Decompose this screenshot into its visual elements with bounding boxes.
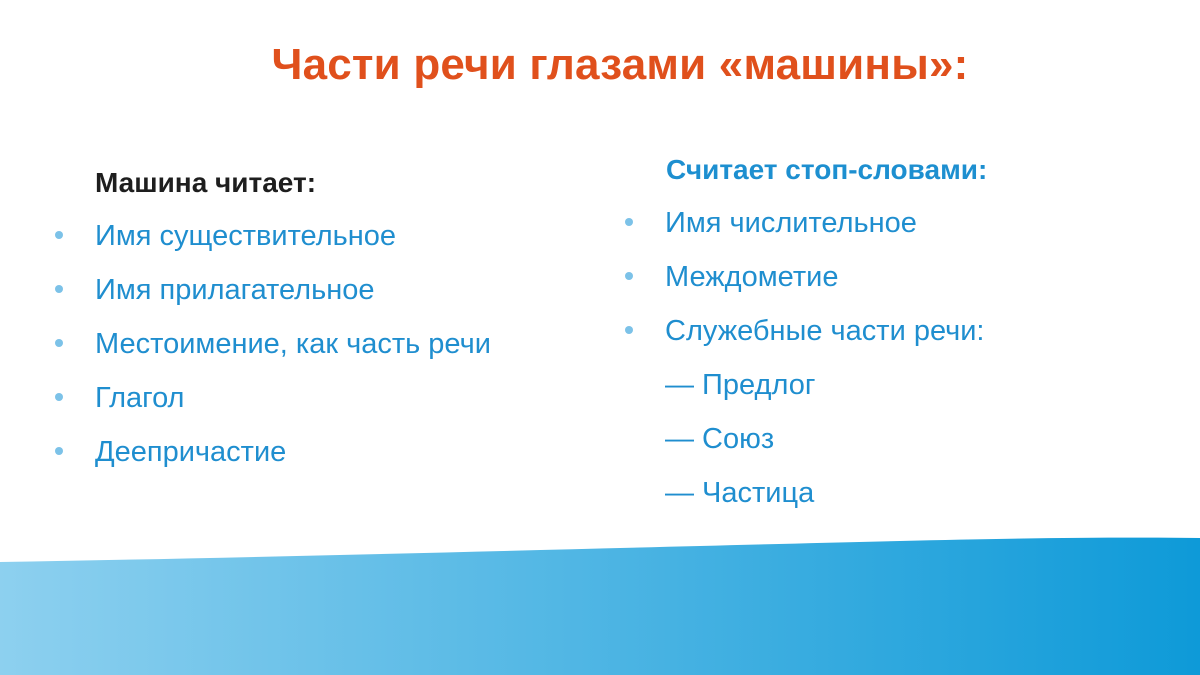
bullet-icon: [625, 326, 633, 334]
bullet-icon: [55, 393, 63, 401]
list-item-text: Имя прилагательное: [95, 274, 375, 306]
bullet-icon: [55, 285, 63, 293]
left-column-heading: Машина читает:: [95, 167, 317, 198]
right-column-heading: Считает стоп-словами:: [666, 154, 988, 185]
wave-shape: [0, 538, 1200, 675]
bullet-icon: [55, 231, 63, 239]
list-item-text: Служебные части речи:: [665, 315, 985, 347]
bullet-icon: [55, 339, 63, 347]
sub-list-item-text: — Частица: [665, 477, 815, 509]
list-item-text: Деепричастие: [95, 436, 287, 468]
list-item-text: Глагол: [95, 382, 185, 414]
decorative-wave: [0, 535, 1200, 675]
sub-list-item-text: — Предлог: [665, 369, 816, 401]
list-item-text: Междометие: [665, 261, 839, 293]
list-item-text: Местоимение, как часть речи: [95, 328, 491, 360]
bullet-icon: [55, 447, 63, 455]
list-item-text: Имя числительное: [665, 207, 917, 239]
sub-list-item-text: — Союз: [665, 423, 775, 455]
bullet-icon: [625, 272, 633, 280]
list-item-text: Имя существительное: [95, 220, 397, 252]
slide-title: Части речи глазами «машины»:: [271, 40, 969, 89]
bullet-icon: [625, 218, 633, 226]
